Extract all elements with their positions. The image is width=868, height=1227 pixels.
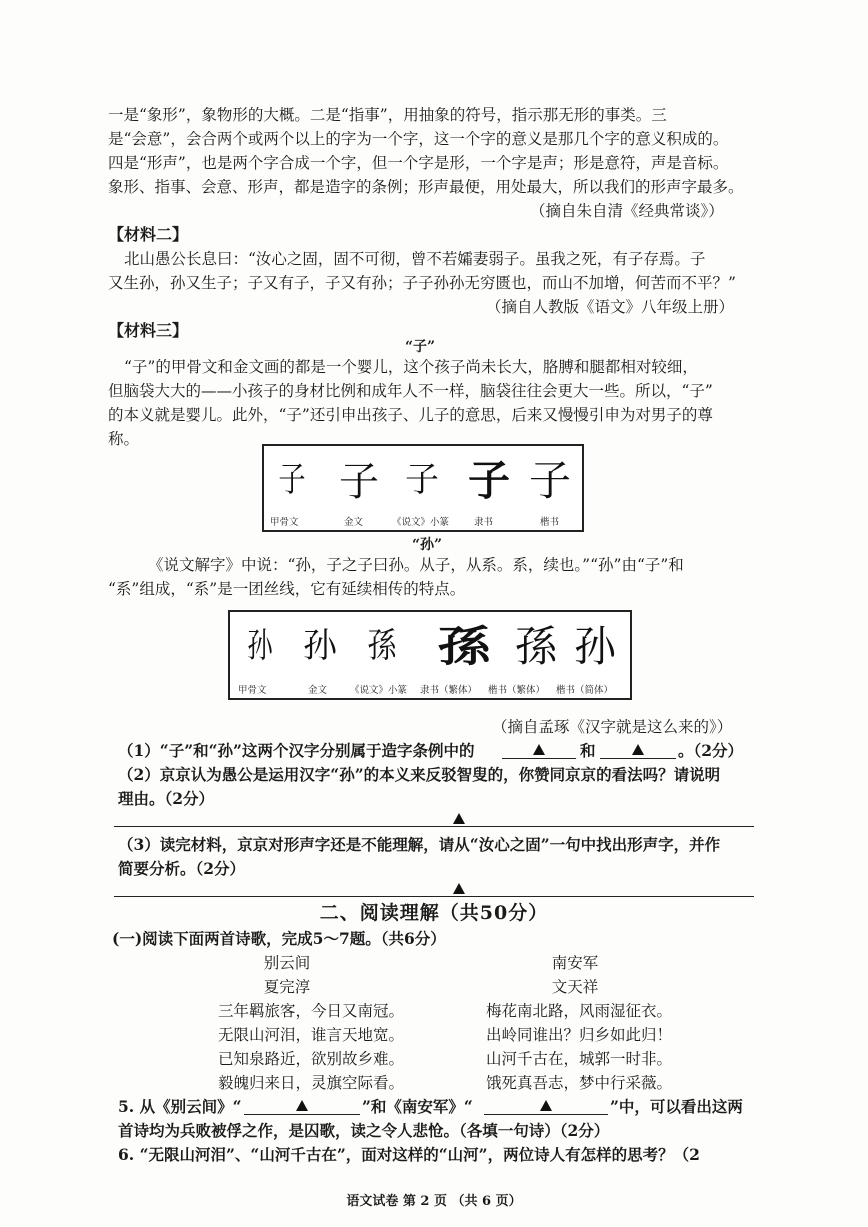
poem1-line-3: 已知泉路近，欲别故乡难。	[218, 1050, 405, 1068]
section2-title: 二、阅读理解（共50分）	[319, 902, 549, 924]
q5-answer-blank-1[interactable]	[244, 1096, 360, 1115]
zi-seal-glyph: 子	[405, 460, 439, 500]
q5-answer-blank-2[interactable]	[484, 1096, 608, 1115]
zi-caption-regular: 楷书	[540, 517, 560, 528]
q1-answer-blank-1[interactable]	[502, 740, 576, 759]
section2-subheading: (一)阅读下面两首诗歌，完成5～7题。（共6分）	[112, 929, 446, 948]
q2-line-1: （2）京京认为愚公是运用汉字“孙”的本义来反驳智叟的，你赞同京京的看法吗？请说明	[118, 765, 721, 784]
zi-line-4: 称。	[108, 430, 140, 448]
m3-heading: 【材料三】	[108, 321, 189, 340]
sun-line-1: 《说文解字》中说：“孙，子之子曰孙。从子，从系。系，续也。”“孙”由“子”和	[148, 556, 684, 574]
q3-line-2: 简要分析。（2分）	[118, 859, 246, 878]
triangle-icon	[296, 1100, 308, 1111]
sun-caption-clerical: 隶书（繁体）	[420, 685, 478, 696]
m2-line-2: 又生孙，孙又生子；子又有子，子又有孙；子子孙孙无穷匮也，而山不加增，何苦而不平？”	[108, 274, 736, 292]
q2-answer-line[interactable]	[114, 826, 754, 827]
q5-text-b: ”和《南安军》“	[362, 1097, 473, 1116]
zi-clerical-glyph: 子	[467, 456, 510, 505]
zi-caption-seal: 《说文》小篆	[392, 517, 450, 528]
m3-source: （摘自孟琢《汉字就是这么来的》）	[492, 718, 733, 736]
poem1-line-1: 三年羁旅客，今日又南冠。	[218, 1002, 405, 1020]
sun-regular-trad-glyph: 孫	[514, 622, 557, 671]
triangle-icon	[540, 1100, 552, 1111]
q6-line-1: 6. “无限山河泪”、“山河千古在”，面对这样的“山河”，两位诗人有怎样的思考？（2	[118, 1145, 700, 1164]
q5-line-2: 首诗均为兵败被俘之作，是囚歌，读之令人悲怆。（各填一句诗）（2分）	[118, 1121, 610, 1140]
m1-line-4: 象形、指事、会意、形声，都是造字的条例；形声最便，用处最大，所以我们的形声字最多。	[108, 178, 744, 196]
triangle-icon	[453, 813, 465, 824]
q2-line-2: 理由。（2分）	[118, 789, 215, 808]
poem1-title: 别云间	[263, 954, 311, 972]
m1-source: （摘自朱自清《经典常谈》）	[530, 202, 724, 220]
triangle-icon	[632, 744, 644, 755]
poem2-title: 南安军	[551, 954, 599, 972]
poem2-line-4: 饿死真吾志，梦中行采薇。	[486, 1074, 673, 1092]
q5-text-c: ”中，可以看出这两	[610, 1097, 743, 1116]
zi-line-1: “子”的甲骨文和金文画的都是一个婴儿，这个孩子尚未长大，胳膊和腿都相对较细，	[124, 358, 698, 376]
sun-caption-bronze: 金文	[308, 685, 328, 696]
q3-line-1: （3）读完材料，京京对形声字还是不能理解，请从“汝心之固”一句中找出形声字，并作	[118, 835, 721, 854]
zi-line-3: 的本义就是婴儿。此外，“子”还引申出孩子、儿子的意思，后来又慢慢引申为对男子的尊	[108, 406, 713, 424]
zi-caption-bronze: 金文	[344, 517, 364, 528]
q1-text-c: 。（2分）	[678, 741, 744, 760]
sun-seal-glyph: 孫	[367, 626, 397, 666]
zi-oracle-glyph: 子	[278, 460, 306, 500]
zi-title: “子”	[405, 339, 436, 355]
zi-caption-clerical: 隶书	[474, 517, 494, 528]
sun-clerical-glyph: 孫	[437, 622, 491, 671]
poem1-line-2: 无限山河泪，谁言天地宽。	[218, 1026, 405, 1044]
sun-title: “孙”	[412, 537, 443, 553]
poem2-author: 文天祥	[551, 978, 599, 996]
triangle-icon	[533, 744, 545, 755]
sun-caption-regular-trad: 楷书（繁体）	[488, 685, 546, 696]
q3-answer-line[interactable]	[114, 896, 754, 897]
zi-caption-oracle: 甲骨文	[270, 517, 299, 528]
q1-answer-blank-2[interactable]	[600, 740, 676, 759]
poem2-line-2: 出岭同谁出？归乡如此归！	[486, 1026, 673, 1044]
sun-bronze-glyph: 孙	[303, 626, 337, 666]
sun-regular-simp-glyph: 孙	[573, 622, 616, 671]
q1-text-b: 和	[580, 741, 596, 760]
zi-evolution-figure	[262, 444, 584, 532]
sun-caption-regular-simp: 楷书（简体）	[556, 685, 614, 696]
sun-caption-seal: 《说文》小篆	[350, 685, 408, 696]
q1-text-a: （1）“子”和“孙”这两个汉字分别属于造字条例中的	[118, 741, 475, 760]
m1-line-3: 四是“形声”，也是两个字合成一个字，但一个字是形，一个字是声；形是意符，声是音标。	[108, 154, 729, 172]
m2-line-1: 北山愚公长息曰：“汝心之固，固不可彻，曾不若孀妻弱子。虽我之死，有子存焉。子	[124, 250, 706, 268]
q5-text-a: 5. 从《别云间》“	[118, 1097, 242, 1116]
zi-line-2: 但脑袋大大的——小孩子的身材比例和成年人不一样，脑袋往往会更大一些。所以，“子”	[108, 382, 713, 400]
zi-regular-glyph: 子	[528, 456, 571, 505]
m1-line-2: 是“会意”，会合两个或两个以上的字为一个字，这一个字的意义是那几个字的意义积成的。	[108, 130, 729, 148]
section2-title-wrap	[0, 898, 868, 925]
poem2-line-3: 山河千古在，城郭一时非。	[486, 1050, 673, 1068]
sun-evolution-figure	[228, 610, 632, 700]
sun-caption-oracle: 甲骨文	[238, 685, 267, 696]
triangle-icon	[453, 883, 465, 894]
poem1-line-4: 毅魄归来日，灵旗空际看。	[218, 1074, 405, 1092]
page-footer: 语文试卷 第 2 页 （共 6 页）	[346, 1194, 522, 1209]
sun-line-2: “系”组成，“系”是一团丝线，它有延续相传的特点。	[108, 580, 466, 598]
poem2-line-1: 梅花南北路，风雨湿征衣。	[486, 1002, 673, 1020]
poem1-author: 夏完淳	[263, 978, 311, 996]
m2-source: （摘自人教版《语文》八年级上册）	[486, 298, 735, 316]
m2-heading: 【材料二】	[108, 225, 189, 244]
zi-bronze-glyph: 子	[339, 459, 379, 505]
sun-oracle-glyph: 孙	[247, 626, 273, 666]
m1-line-1: 一是“象形”，象物形的大概。二是“指事”，用抽象的符号，指示那无形的事类。三	[108, 106, 667, 124]
footer-wrap	[0, 1190, 868, 1209]
